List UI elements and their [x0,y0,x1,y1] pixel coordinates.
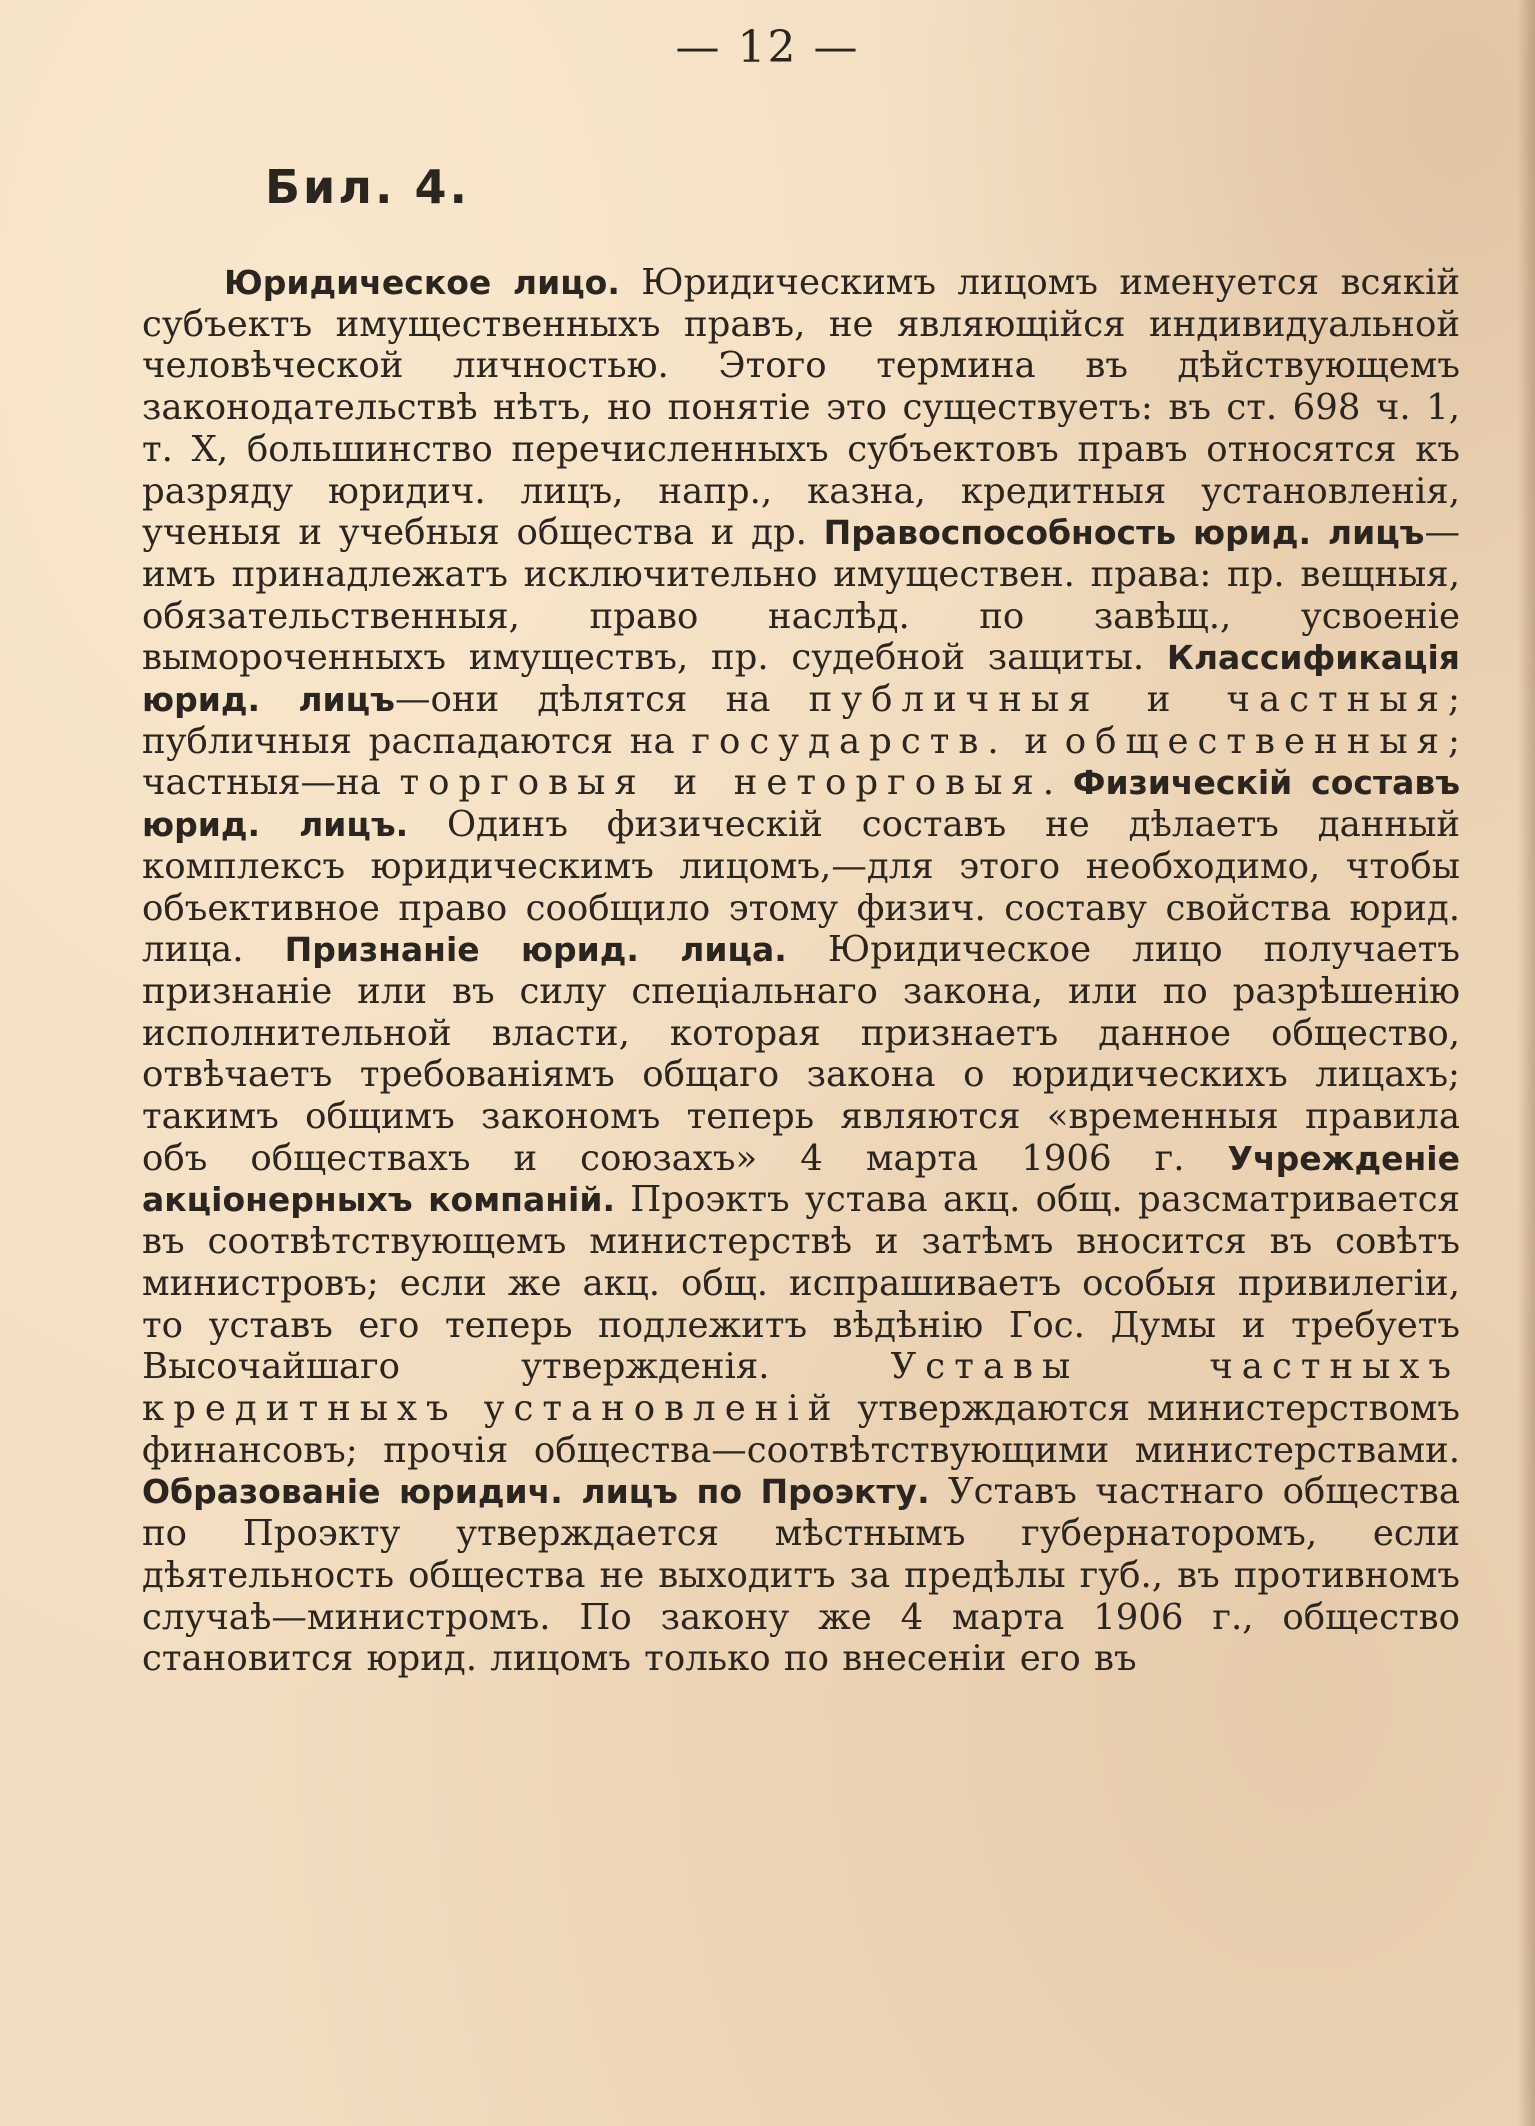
text-segment: —имъ принадлежатъ исключительно имуществен. права: пр. вещныя, обязательственныя, право наслѣд. по завѣщ., усвоеніе вымороченныхъ имуществъ, пр. судебной защиты. [142,512,1460,679]
paragraph-indent [142,262,224,303]
text-segment: Проэктъ устава акц. общ. разсматривается въ соотвѣтствующемъ министерствѣ и затѣмъ вносится въ совѣтъ министровъ; если же акц. общ. испрашиваетъ особыя привилегіи, то уставъ его теперь подлежитъ вѣдѣнію Гос. Думы и требуетъ Высочайшаго утвержденія. [142,1179,1461,1388]
term-joint-stock: Учрежденіе акціонерныхъ компаній. [142,1138,1460,1220]
term-legal-capacity: Правоспособность юрид. лицъ [823,513,1425,553]
term-physical-composition: Физическій составъ юрид. лицъ. [142,763,1461,845]
text-segment: Одинъ физическій составъ не дѣлаетъ данный комплексъ юридическимъ лицомъ,—для этого необходимо, чтобы объективное право сообщило этому физич. составу свойства юрид. лица. [142,804,1460,971]
text-segment: ; публичныя распадаются на [142,679,1460,762]
emphasis-credit-charters: Уставы частныхъ кредитныхъ установленій [142,1346,1460,1429]
term-legal-entity: Юридическое лицо. [224,263,620,302]
emphasis-public: общественныя [1064,720,1449,762]
text-segment: ; частныя—на [142,720,1460,804]
emphasis-public-private: публичныя и частныя [808,679,1449,721]
text-segment: Уставъ частнаго общества по Проэкту утверждается мѣстнымъ губернаторомъ, если дѣятельность общества не выходитъ за предѣлы губ., въ противномъ случаѣ—министромъ. По закону же 4 марта 1906 г., общество становится юрид. лицомъ только по внесеніи его въ [142,1471,1460,1680]
ticket-heading: Бил. 4. [265,160,470,214]
text-segment: и [1007,720,1065,762]
emphasis-trading: торговыя и неторговыя [399,762,1043,804]
emphasis-state: государств. [691,720,1008,762]
text-segment: утверждаются министерствомъ финансовъ; прочія общества—соотвѣтствующими министерствами. [142,1387,1461,1471]
term-recognition: Признаніе юрид. лица. [284,930,787,970]
page-edge-shadow [1517,0,1535,2126]
body-paragraph [142,262,1460,1680]
text-segment: Юридическимъ лицомъ именуется всякій субъектъ имущественныхъ правъ, не являющійся индивидуальной человѣческой личностью. Этого термина въ дѣйствующемъ законодательствѣ нѣтъ, но понятіе это существуетъ: въ ст. 698 ч. 1, т. X, большинство перечисленныхъ субъектовъ правъ относятся къ разряду юридич. лицъ, напр., казна, кредитныя установленія, ученыя и учебныя общества и др. [142,262,1460,554]
term-formation: Образованіе юридич. лицъ по Проэкту. [142,1472,930,1512]
term-classification: Классификація юрид. лицъ [142,638,1460,720]
page-number: — 12 — [675,22,860,73]
text-segment: —они дѣлятся на [394,679,809,721]
text-segment: Юридическое лицо получаетъ признаніе или въ силу спеціальнаго закона, или по разрѣшенію исполнительной власти, которая признаетъ данное общество, отвѣчаетъ требованіямъ общаго закона о юридическихъ лицахъ; такимъ общимъ закономъ теперь являются «временныя правила объ обществахъ и союзахъ» 4 марта 1906 г. [142,929,1460,1179]
text-segment: . [1042,762,1073,804]
